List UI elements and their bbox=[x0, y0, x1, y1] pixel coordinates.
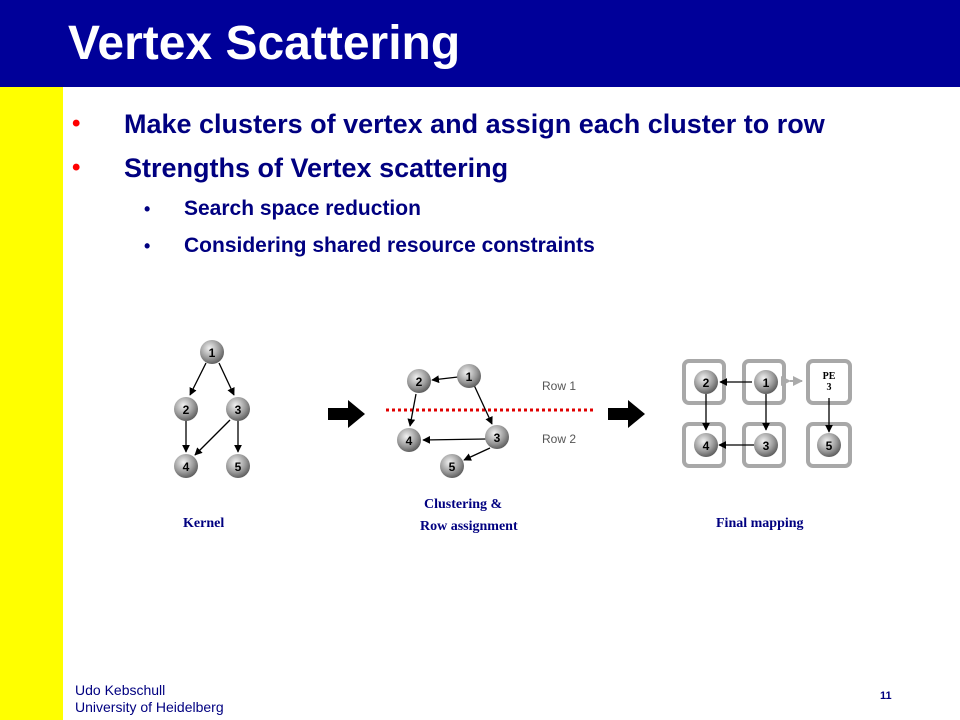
kernel-edge bbox=[195, 420, 230, 455]
footer bbox=[75, 682, 224, 716]
slide-title: Vertex Scattering bbox=[68, 17, 461, 70]
clustering-graph bbox=[386, 364, 596, 478]
final-mapping-grid bbox=[684, 361, 850, 466]
kernel-caption: Kernel bbox=[183, 516, 225, 531]
transition-arrow bbox=[328, 400, 365, 428]
sub-bullet-text: Search space reduction bbox=[184, 197, 421, 220]
cluster-edge bbox=[432, 377, 458, 380]
cluster-node-label: 4 bbox=[405, 434, 413, 448]
footer-author: Udo Kebschull bbox=[75, 682, 166, 698]
bullet-text: Make clusters of vertex and assign each cluster to row bbox=[124, 109, 825, 139]
cluster-node-label: 3 bbox=[493, 431, 501, 445]
sub-bullet-dot: • bbox=[144, 236, 151, 256]
kernel-node-label: 3 bbox=[234, 403, 242, 417]
kernel-node-label: 4 bbox=[182, 460, 190, 474]
bullet-dot: • bbox=[72, 154, 81, 181]
final-mapping-caption: Final mapping bbox=[716, 516, 804, 531]
final-node-label: 2 bbox=[702, 376, 710, 390]
transition-arrow bbox=[608, 400, 645, 428]
page-number: 11 bbox=[880, 690, 892, 702]
kernel-node-label: 2 bbox=[182, 403, 190, 417]
bullet-dot: • bbox=[72, 110, 81, 137]
final-node-label: 5 bbox=[825, 439, 833, 453]
row-1-label: Row 1 bbox=[542, 379, 577, 393]
cluster-node-label: 1 bbox=[465, 370, 473, 384]
right-arrow-icon bbox=[608, 400, 645, 428]
final-node-label: 4 bbox=[702, 439, 710, 453]
kernel-edge bbox=[190, 363, 206, 395]
final-node-label: 3 bbox=[762, 439, 770, 453]
kernel-edge bbox=[219, 363, 234, 395]
cluster-edge bbox=[423, 439, 486, 440]
clustering-caption: Clustering & bbox=[424, 497, 503, 512]
cluster-edge bbox=[464, 448, 490, 460]
footer-affiliation: University of Heidelberg bbox=[75, 699, 224, 715]
kernel-node-label: 1 bbox=[208, 346, 216, 360]
pe-label: PE bbox=[822, 371, 836, 382]
final-node-label: 1 bbox=[762, 376, 770, 390]
bullet-text: Strengths of Vertex scattering bbox=[124, 153, 509, 183]
clustering-caption: Row assignment bbox=[420, 519, 518, 534]
cluster-node-label: 2 bbox=[415, 375, 423, 389]
sub-bullet-text: Considering shared resource constraints bbox=[184, 234, 595, 257]
row-2-label: Row 2 bbox=[542, 432, 577, 446]
kernel-graph bbox=[174, 340, 250, 478]
kernel-node-label: 5 bbox=[234, 460, 242, 474]
cluster-edge bbox=[474, 385, 492, 424]
right-arrow-icon bbox=[328, 400, 365, 428]
sub-bullet-dot: • bbox=[144, 199, 151, 219]
cluster-node-label: 5 bbox=[448, 460, 456, 474]
pe-label-number: 3 bbox=[826, 382, 832, 393]
